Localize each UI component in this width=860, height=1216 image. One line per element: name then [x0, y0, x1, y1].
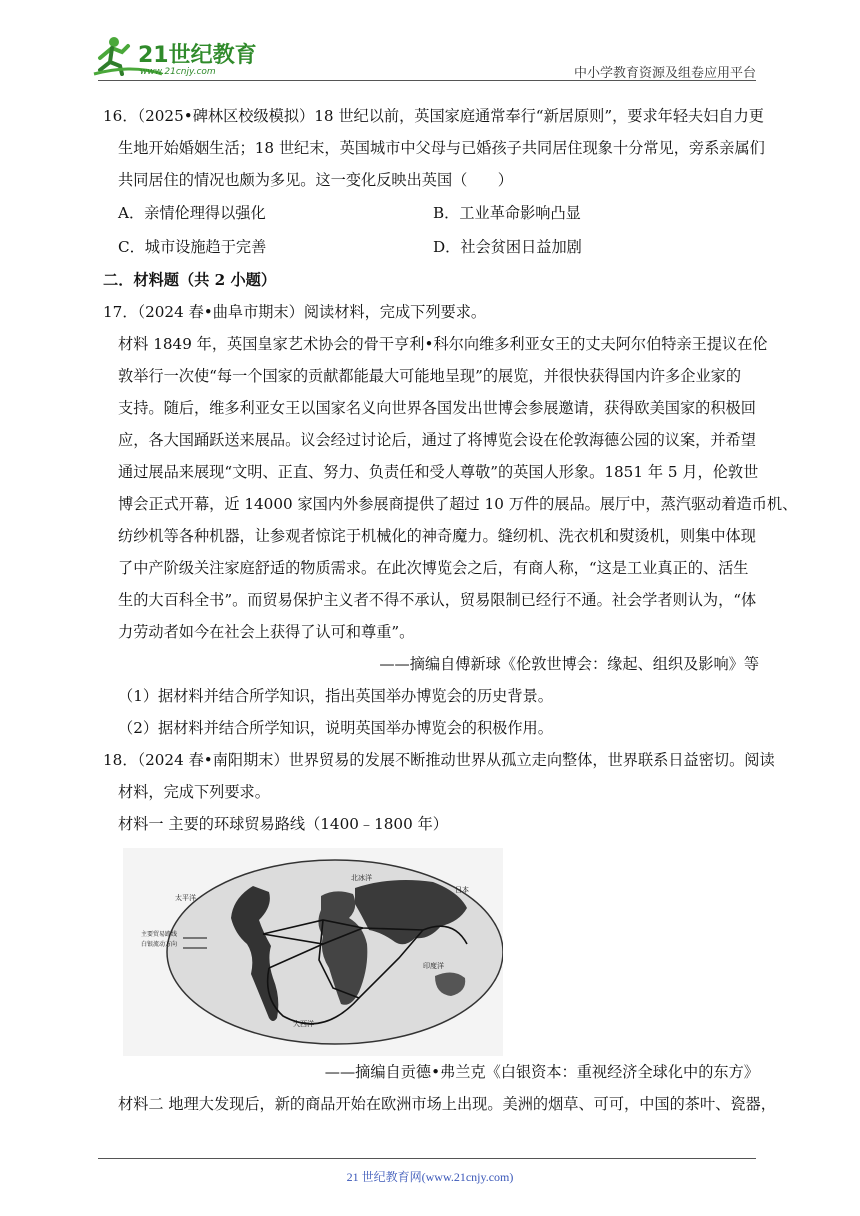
q18-material2-line: 材料二 地理大发现后，新的商品开始在欧洲市场上出现。美洲的烟草、可可，中国的茶叶、瓷器， — [118, 1095, 776, 1113]
logo-url-text: www.21cnjy.com — [140, 67, 216, 77]
q17-material-line: 纺纱机等各种机器，让参观者惊诧于机械化的神奇魔力。缝纫机、洗衣机和熨烫机，则集中体现 — [118, 527, 756, 545]
q18-material1-title: 材料一 主要的环球贸易路线（1400﹣1800 年） — [118, 815, 448, 833]
question-16 — [103, 100, 763, 264]
footer-divider — [98, 1158, 756, 1159]
q17-stem: 17．（2024 春•曲阜市期末）阅读材料，完成下列要求。 — [103, 303, 487, 321]
q17-material-line: 敦举行一次使“每一个国家的贡献都能最大可能地呈现”的展览，并很快获得国内许多企业家的 — [118, 367, 742, 385]
map-label-indian: 印度洋 — [423, 962, 444, 970]
map-label-japan: 日本 — [455, 886, 469, 894]
q16-options-row-1 — [103, 196, 763, 230]
map-label-arctic: 北冰洋 — [351, 874, 372, 882]
q16-line-1: 16．（2025•碑林区校级模拟）18 世纪以前，英国家庭通常奉行“新居原则”，要求年轻夫妇自力更 — [103, 107, 764, 125]
runner-logo-icon — [92, 34, 262, 80]
q17-material-line: 了中产阶级关注家庭舒适的物质需求。在此次博览会之后，有商人称，“这是工业真正的、活生 — [118, 559, 749, 577]
q17-subquestion-2: （2）据材料并结合所学知识，说明英国举办博览会的积极作用。 — [118, 719, 553, 737]
q18-stem-line-1: 18．（2024 春•南阳期末）世界贸易的发展不断推动世界从孤立走向整体，世界联系日益密切。阅读 — [103, 751, 775, 769]
q17-material-line: 材料 1849 年，英国皇家艺术协会的骨干亨利•科尔向维多利亚女王的丈夫阿尔伯特亲王提议在伦 — [118, 335, 768, 353]
map-label-atlantic: 大西洋 — [293, 1020, 314, 1028]
question-17 — [103, 296, 798, 744]
trade-route-map — [123, 848, 503, 1056]
platform-name: 中小学教育资源及组卷应用平台 — [573, 66, 756, 81]
q18-source-1: ——摘编自贡德•弗兰克《白银资本：重视经济全球化中的东方》 — [324, 1063, 759, 1081]
logo-text: 21世纪教育 — [138, 43, 257, 68]
q17-material-line: 通过展品来展现“文明、正直、努力、负责任和受人尊敬”的英国人形象。1851 年 5 月，伦敦世 — [118, 463, 759, 481]
world-map-image — [123, 848, 503, 1056]
option-d[interactable]: D．社会贫困日益加剧 — [433, 238, 582, 256]
footer-link[interactable]: 21 世纪教育网(www.21cnjy.com) — [346, 1170, 514, 1184]
q17-material-line: 生的大百科全书”。而贸易保护主义者不得不承认，贸易限制已经行不通。社会学者则认为，“体 — [118, 591, 757, 609]
map-legend-silver: 白银流动方向 — [141, 941, 178, 948]
q17-material-line: 力劳动者如今在社会上获得了认可和尊重”。 — [118, 623, 415, 641]
map-label-pacific: 太平洋 — [175, 894, 196, 902]
q18-stem-line-2: 材料，完成下列要求。 — [118, 783, 270, 801]
q17-source: ——摘编自傅新球《伦敦世博会：缘起、组织及影响》等 — [379, 655, 759, 673]
header-divider — [98, 80, 756, 81]
q16-line-3: 共同居住的情况也颇为多见。这一变化反映出英国（ ） — [118, 171, 513, 189]
q17-material-line: 应，各大国踊跃送来展品。议会经过讨论后，通过了将博览会设在伦敦海德公园的议案，并希望 — [118, 431, 756, 449]
q16-line-2: 生地开始婚姻生活；18 世纪末，英国城市中父母与已婚孩子共同居住现象十分常见，旁系亲属们 — [118, 139, 765, 157]
q16-options-row-2 — [103, 230, 763, 264]
site-logo[interactable] — [92, 34, 262, 80]
q17-subquestion-1: （1）据材料并结合所学知识，指出英国举办博览会的历史背景。 — [118, 687, 553, 705]
option-a[interactable]: A．亲情伦理得以强化 — [118, 204, 266, 222]
document-body — [103, 100, 798, 1120]
q17-material-line: 支持。随后，维多利亚女王以国家名义向世界各国发出世博会参展邀请，获得欧美国家的积极回 — [118, 399, 756, 417]
map-legend-route: 主要贸易路线 — [141, 931, 178, 938]
question-18 — [103, 744, 776, 1120]
option-c[interactable]: C．城市设施趋于完善 — [118, 238, 267, 256]
q17-material-line: 博会正式开幕，近 14000 家国内外参展商提供了超过 10 万件的展品。展厅中，蒸汽驱动着造币机、 — [118, 495, 798, 513]
section-heading: 二．材料题（共 2 小题） — [103, 271, 277, 289]
option-b[interactable]: B．工业革命影响凸显 — [433, 204, 581, 222]
